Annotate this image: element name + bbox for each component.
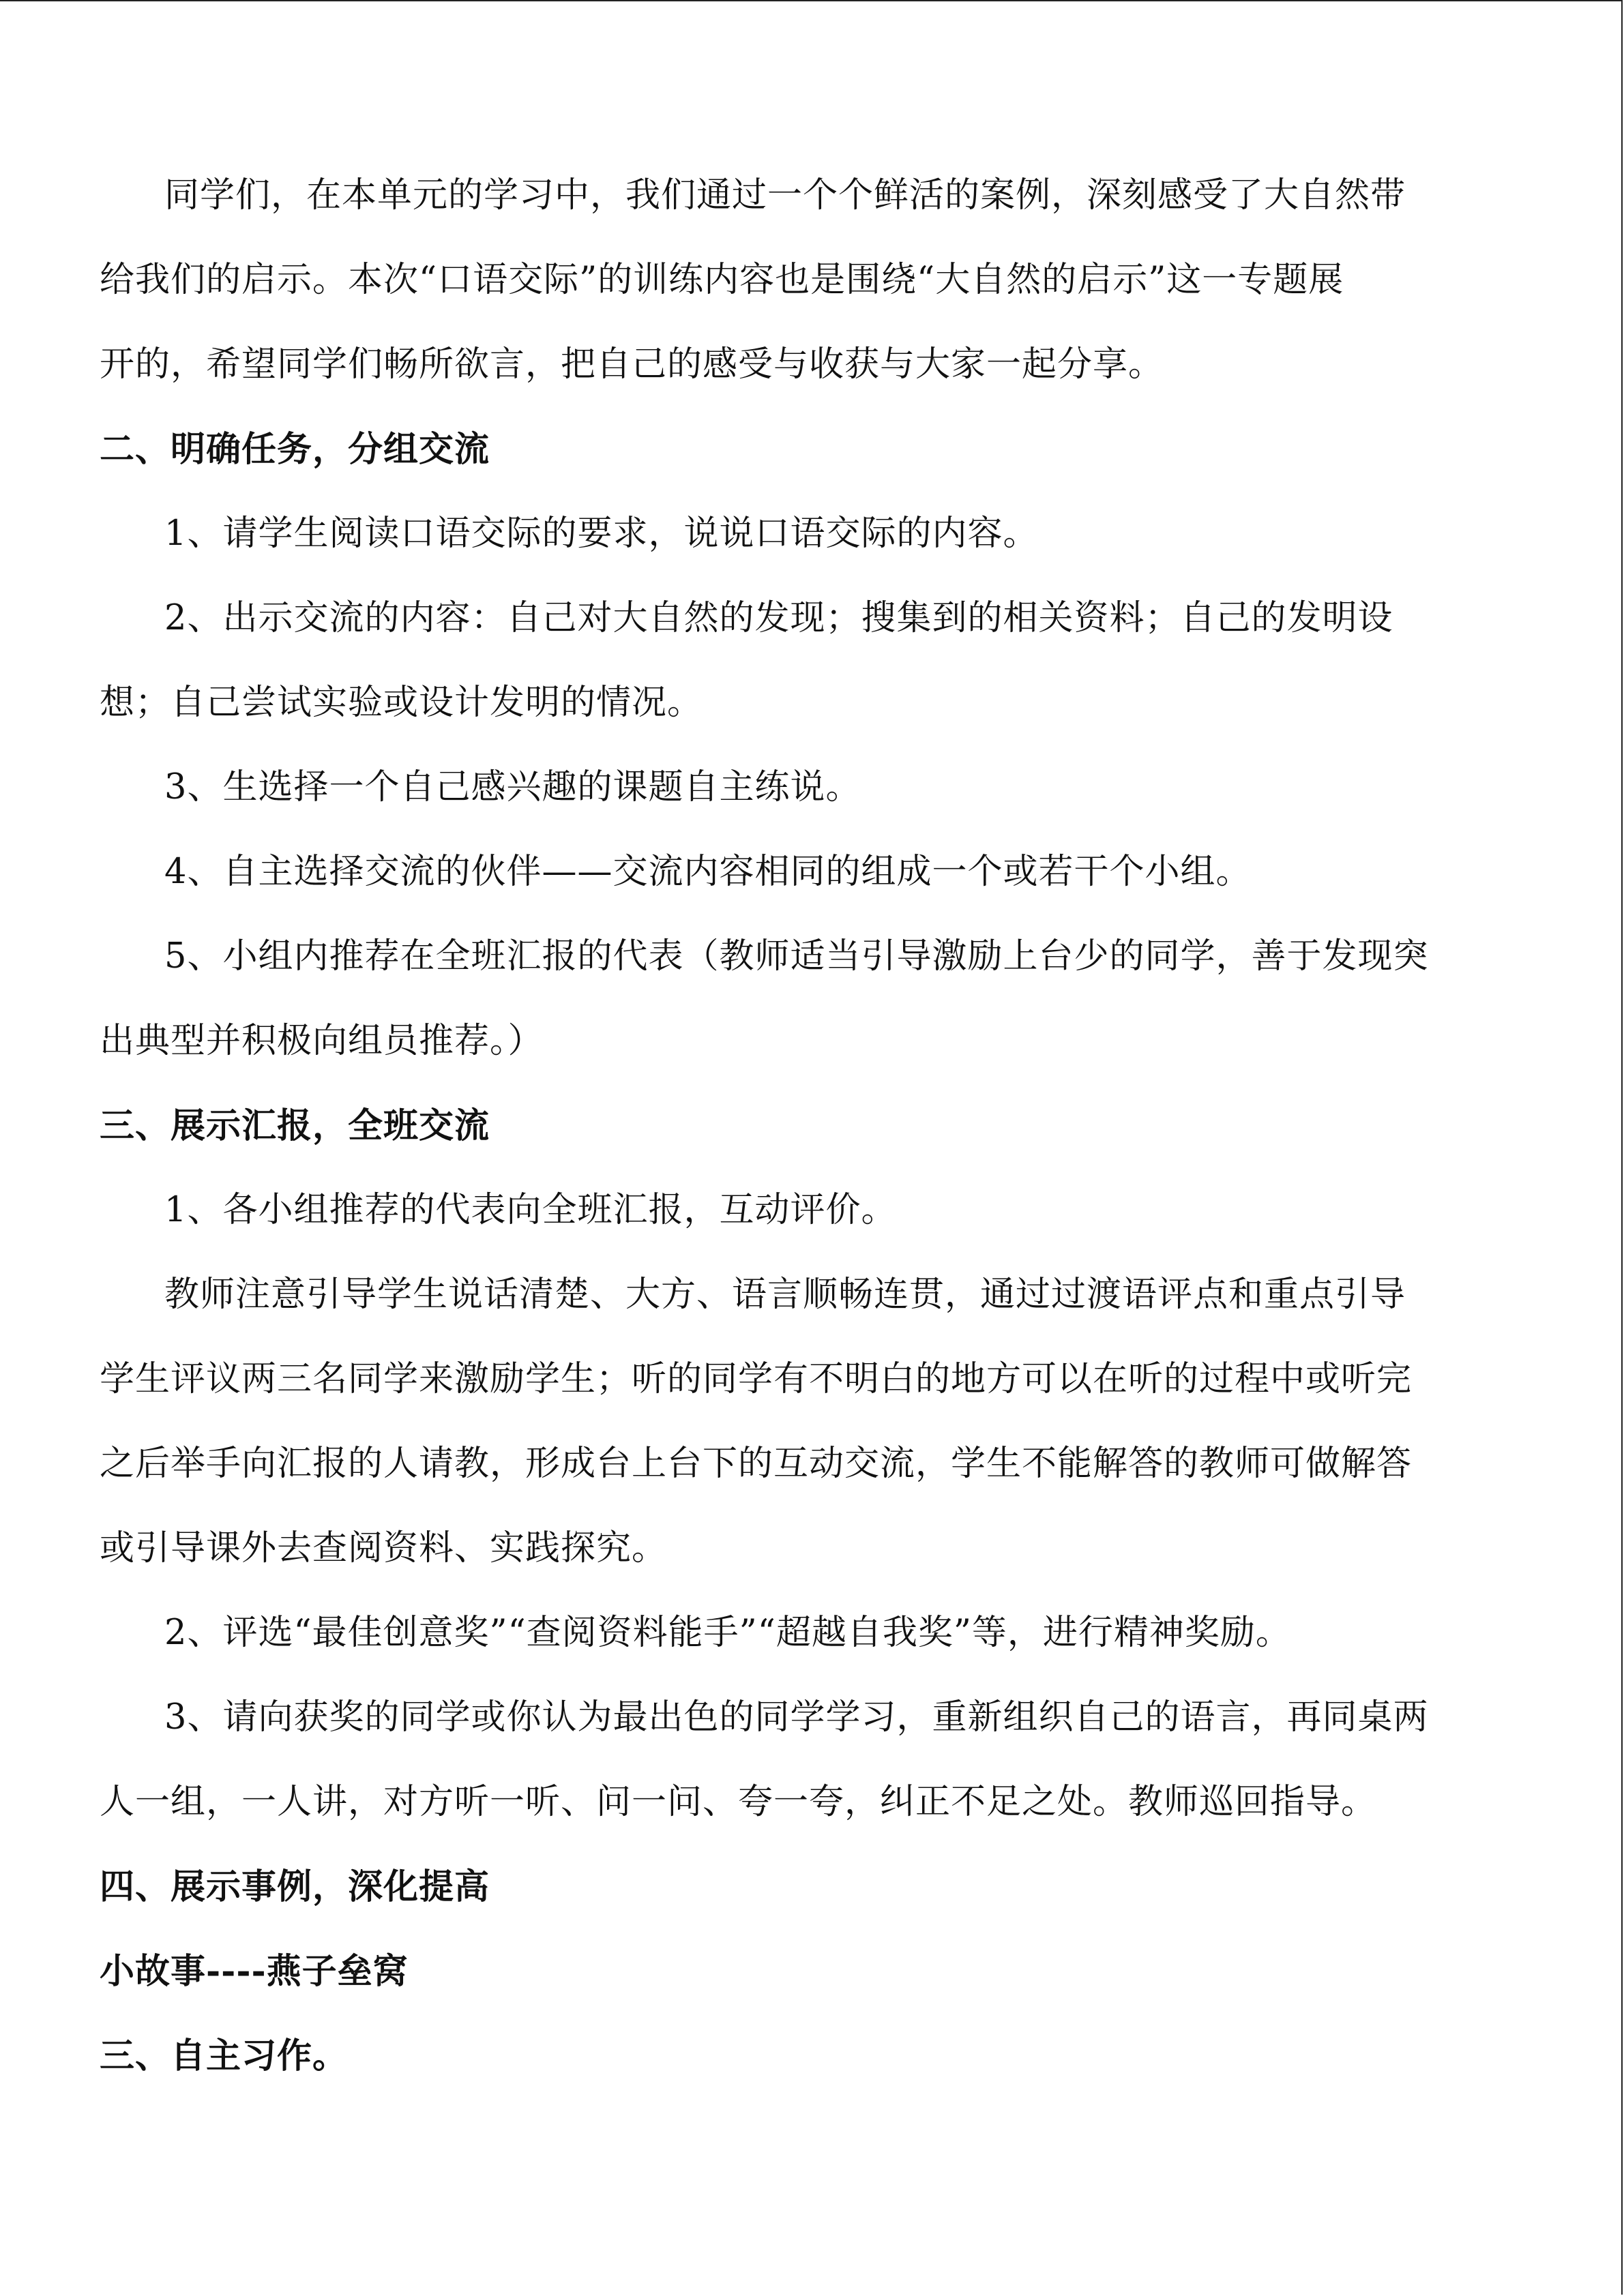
section-2-item-5-cont: 出典型并积极向组员推荐。）	[100, 1021, 544, 1061]
intro-line-2: 给我们的启示。本次“口语交际”的训练内容也是围绕“大自然的启示”这一专题展	[100, 260, 1344, 300]
section-3-note-line-4: 或引导课外去查阅资料、实践探究。	[100, 1528, 668, 1568]
section-2-heading: 二、明确任务，分组交流	[100, 429, 490, 470]
section-2-item-3: 3、生选择一个自己感兴趣的课题自主练说。	[164, 767, 861, 807]
intro-line-1: 同学们，在本单元的学习中，我们通过一个个鲜活的案例，深刻感受了大自然带	[164, 175, 1406, 215]
section-2-item-2: 2、出示交流的内容：自己对大自然的发现；搜集到的相关资料；自己的发明设	[164, 598, 1393, 638]
section-3-item-3-cont: 人一组，一人讲，对方听一听、问一问、夸一夸，纠正不足之处。教师巡回指导。	[100, 1782, 1377, 1822]
section-3-note-line-2: 学生评议两三名同学来激励学生；听的同学有不明白的地方可以在听的过程中或听完	[100, 1359, 1413, 1399]
section-2-item-1: 1、请学生阅读口语交际的要求，说说口语交际的内容。	[164, 513, 1039, 554]
section-2-item-2-cont: 想；自己尝试实验或设计发明的情况。	[100, 683, 703, 723]
section-2-item-4: 4、自主选择交流的伙伴——交流内容相同的组成一个或若干个小组。	[164, 852, 1252, 892]
section-3-note-line-1: 教师注意引导学生说话清楚、大方、语言顺畅连贯，通过过渡语评点和重点引导	[164, 1274, 1406, 1315]
section-3-note-line-3: 之后举手向汇报的人请教，形成台上台下的互动交流，学生不能解答的教师可做解答	[100, 1444, 1413, 1484]
section-4-heading: 四、展示事例，深化提高	[100, 1866, 490, 1907]
section-3-item-1: 1、各小组推荐的代表向全班汇报，互动评价。	[164, 1190, 897, 1230]
section-5-heading: 三、自主习作。	[100, 2036, 349, 2076]
section-2-item-5: 5、小组内推荐在全班汇报的代表（教师适当引导激励上台少的同学，善于发现突	[164, 936, 1429, 976]
section-3-item-2: 2、评选“最佳创意奖”“查阅资料能手”“超越自我奖”等，进行精神奖励。	[164, 1613, 1291, 1653]
section-3-heading: 三、展示汇报，全班交流	[100, 1105, 490, 1146]
section-4-story-title: 小故事----燕子垒窝	[100, 1951, 409, 1992]
intro-line-3: 开的，希望同学们畅所欲言，把自己的感受与收获与大家一起分享。	[100, 344, 1164, 385]
document-body	[100, 153, 1525, 2098]
section-3-item-3: 3、请向获奖的同学或你认为最出色的同学学习，重新组织自己的语言，再同桌两	[164, 1697, 1429, 1738]
